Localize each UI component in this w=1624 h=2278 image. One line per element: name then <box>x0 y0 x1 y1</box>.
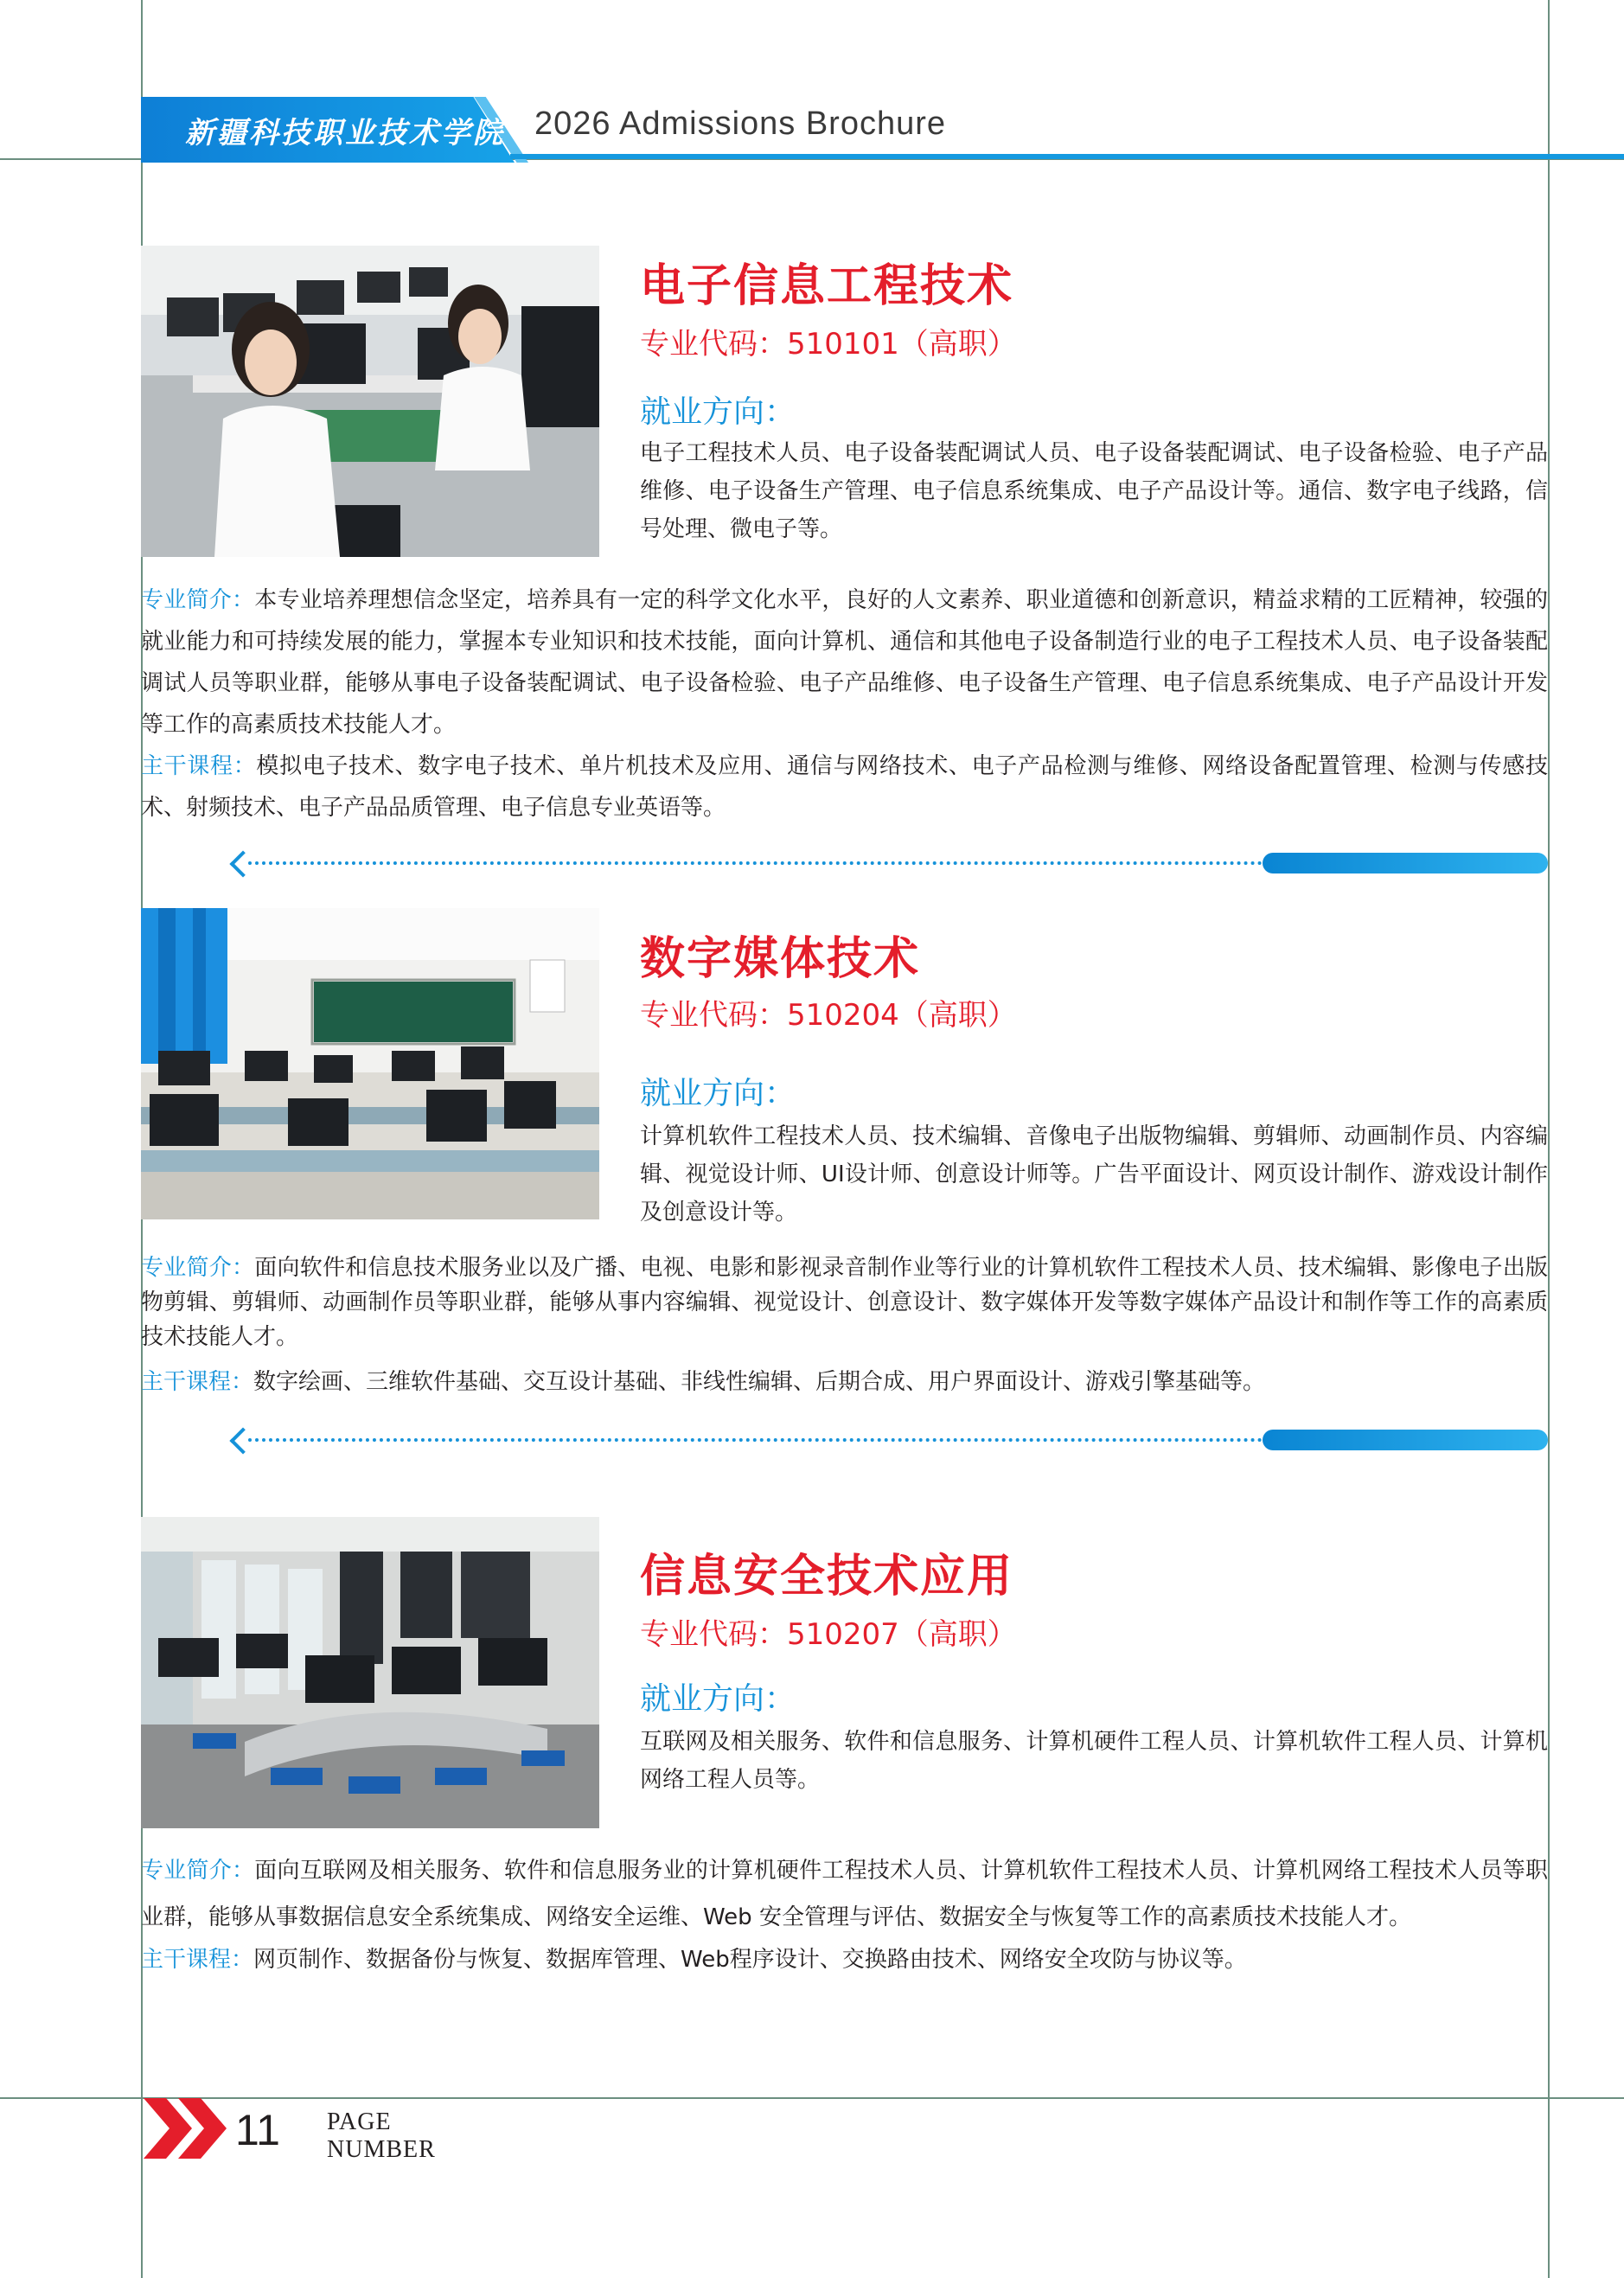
program-courses <box>141 745 1548 829</box>
program-title: 信息安全技术应用 <box>640 1551 1014 1603</box>
intro-label: 专业简介： <box>141 1255 255 1281</box>
divider-dotted-line <box>248 861 1263 865</box>
program-courses <box>141 1941 1548 1979</box>
header-rule <box>510 154 1624 159</box>
school-name: 新疆科技职业技术学院 <box>185 116 505 150</box>
page-number: 11 <box>235 2106 280 2154</box>
program-code: 专业代码：510204（高职） <box>640 998 1017 1033</box>
intro-label: 专业简介： <box>141 587 255 613</box>
program-title: 电子信息工程技术 <box>640 260 1014 312</box>
computer-classroom-photo <box>141 908 599 1219</box>
divider-dotted-line <box>248 1438 1263 1442</box>
courses-text: 数字绘画、三维软件基础、交互设计基础、非线性编辑、后期合成、用户界面设计、游戏引擎基础等。 <box>253 1369 1266 1395</box>
bottom-guide-line <box>0 2097 1624 2099</box>
brochure-title: 2026 Admissions Brochure <box>534 106 947 142</box>
program-intro <box>141 1847 1548 1941</box>
employment-label: 就业方向： <box>640 1681 796 1717</box>
employment-label: 就业方向： <box>640 1076 796 1111</box>
employment-text: 互联网及相关服务、软件和信息服务、计算机硬件工程人员、计算机软件工程人员、计算机网络工程人员等。 <box>640 1729 1548 1793</box>
employment-label: 就业方向： <box>640 394 796 430</box>
program-code: 专业代码：510101（高职） <box>640 327 1017 362</box>
right-guide-line <box>1548 0 1550 2278</box>
divider-bar <box>1263 1430 1548 1450</box>
program-intro <box>141 1251 1548 1354</box>
employment-text: 计算机软件工程技术人员、技术编辑、音像电子出版物编辑、剪辑师、动画制作员、内容编辑、视觉设计师、UI设计师、创意设计师等。广告平面设计、网页设计制作、游戏设计制作及创意设计等。 <box>640 1123 1548 1225</box>
intro-text: 面向互联网及相关服务、软件和信息服务业的计算机硬件工程技术人员、计算机软件工程技术人员、计算机网络工程技术人员等职业群，能够从事数据信息安全系统集成、网络安全运维、Web 安全管理与评估、数据安全与恢复等工作的高素质技术技能人才。 <box>141 1858 1548 1930</box>
courses-label: 主干课程： <box>141 753 257 779</box>
intro-label: 专业简介： <box>141 1858 255 1884</box>
electronics-lab-photo <box>141 246 599 557</box>
courses-label: 主干课程： <box>141 1369 254 1395</box>
program-code: 专业代码：510207（高职） <box>640 1617 1017 1652</box>
divider-bar <box>1263 853 1548 873</box>
program-title: 数字媒体技术 <box>640 933 921 985</box>
page-word-bottom: NUMBER <box>327 2136 436 2163</box>
employment-text: 电子工程技术人员、电子设备装配调试人员、电子设备装配调试、电子设备检验、电子产品维修、电子设备生产管理、电子信息系统集成、电子产品设计等。通信、数字电子线路，信号处理、微电子等。 <box>640 440 1548 542</box>
courses-label: 主干课程： <box>141 1947 254 1973</box>
program-intro <box>141 579 1548 745</box>
courses-text: 网页制作、数据备份与恢复、数据库管理、Web程序设计、交换路由技术、网络安全攻防与协议等。 <box>253 1947 1247 1973</box>
program-courses <box>141 1365 1548 1399</box>
intro-text: 面向软件和信息技术服务业以及广播、电视、电影和影视录音制作业等行业的计算机软件工程技术人员、技术编辑、影像电子出版物剪辑、剪辑师、动画制作员等职业群，能够从事内容编辑、视觉设计、创意设计、数字媒体开发等数字媒体产品设计和制作等工作的高素质技术技能人才。 <box>141 1255 1548 1350</box>
double-chevron-icon <box>144 2098 227 2159</box>
intro-text: 本专业培养理想信念坚定，培养具有一定的科学文化水平，良好的人文素养、职业道德和创新意识，精益求精的工匠精神，较强的就业能力和可持续发展的能力，掌握本专业知识和技术技能，面向计算机、通信和其他电子设备制造行业的电子工程技术人员、电子设备装配调试人员等职业群，能够从事电子设备装配调试、电子设备检验、电子产品维修、电子设备生产管理、电子信息系统集成、电子产品设计开发等工作的高素质技术技能人才。 <box>141 587 1548 738</box>
network-lab-photo <box>141 1517 599 1828</box>
courses-text: 模拟电子技术、数字电子技术、单片机技术及应用、通信与网络技术、电子产品检测与维修、网络设备配置管理、检测与传感技术、射频技术、电子产品品质管理、电子信息专业英语等。 <box>141 753 1548 821</box>
page-word-top: PAGE <box>327 2108 392 2135</box>
